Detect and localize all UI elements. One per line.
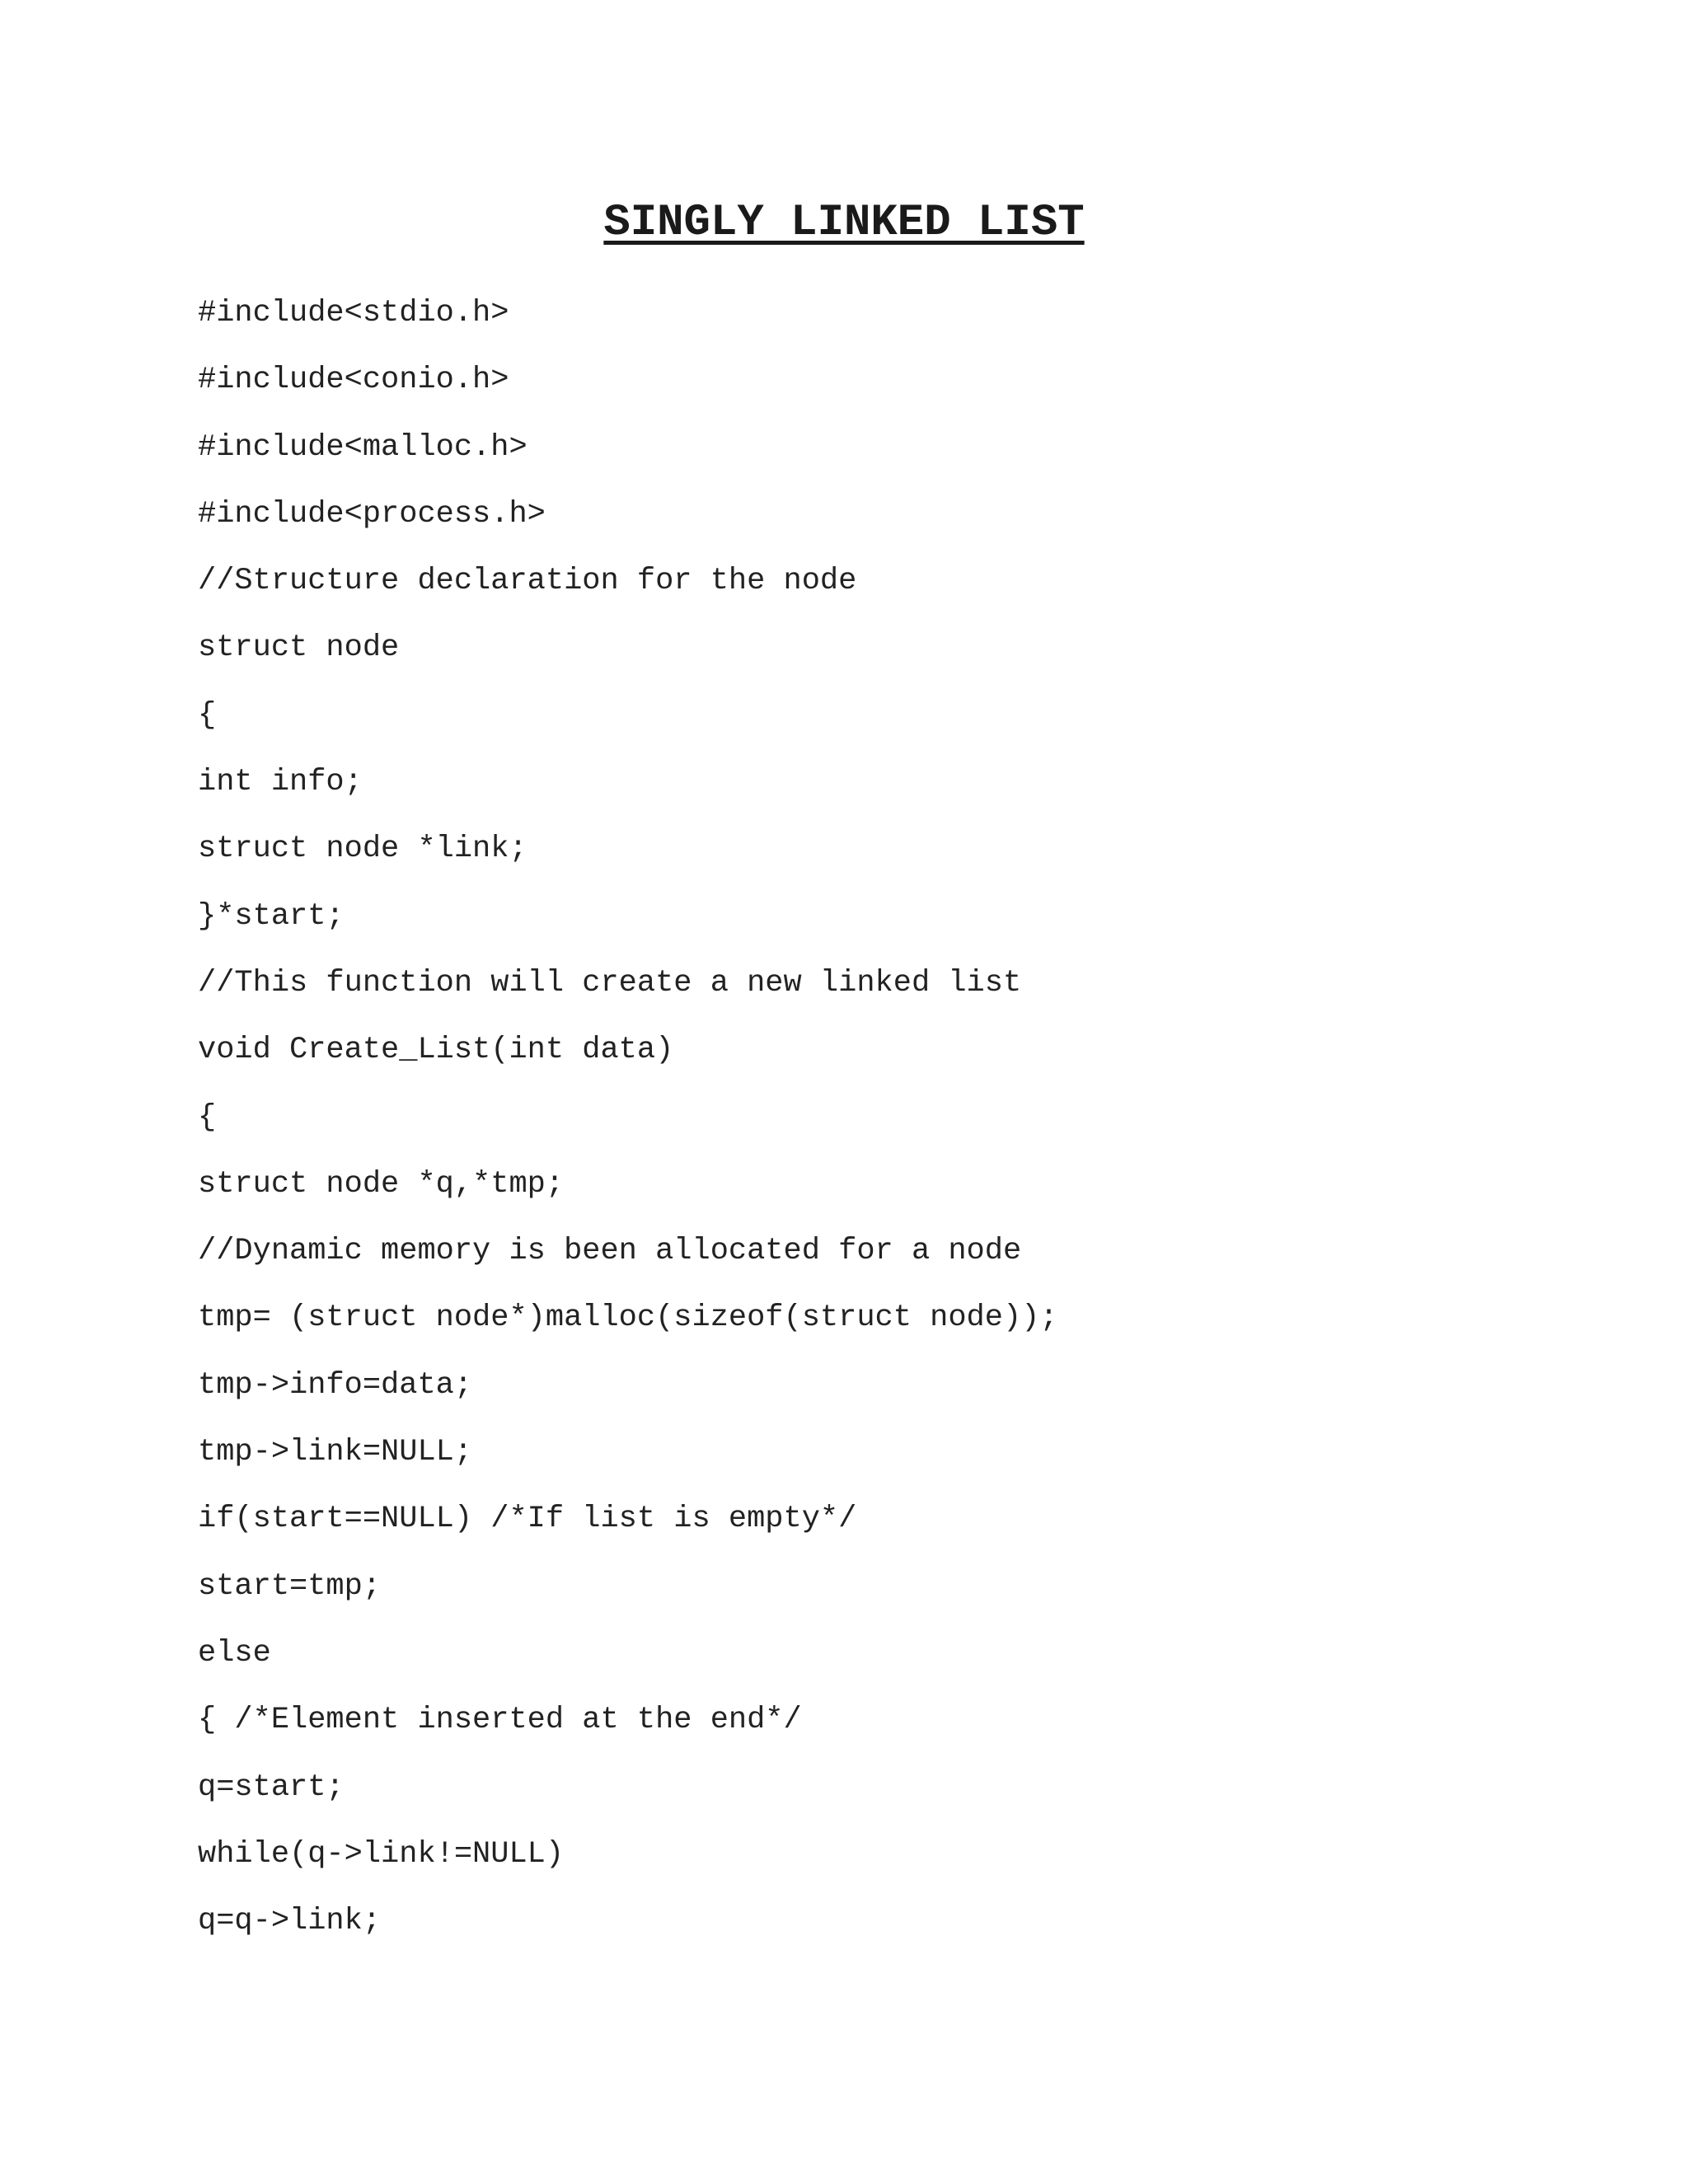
page-title [0, 194, 1688, 252]
code-line: { /*Element inserted at the end*/ [198, 1703, 802, 1738]
code-line: }*start; [198, 898, 345, 934]
code-line: { [198, 697, 217, 733]
code-line: tmp->link=NULL; [198, 1435, 473, 1470]
code-line: void Create_List(int data) [198, 1033, 674, 1068]
code-line: #include<stdio.h> [198, 296, 509, 330]
page-title-text: SINGLY LINKED LIST [603, 198, 1085, 248]
code-line: tmp->info=data; [198, 1367, 473, 1403]
code-line: q=q->link; [198, 1904, 382, 1939]
code-line: //Structure declaration for the node [198, 564, 857, 599]
code-line: //Dynamic memory is been allocated for a node [198, 1234, 1022, 1269]
code-line: #include<conio.h> [198, 363, 509, 398]
code-line: while(q->link!=NULL) [198, 1836, 565, 1872]
code-listing [198, 280, 1058, 1955]
code-line: { [198, 1099, 217, 1135]
code-line: if(start==NULL) /*If list is empty*/ [198, 1502, 857, 1537]
code-line: #include<process.h> [198, 496, 546, 532]
code-line: //This function will create a new linked list [198, 965, 1022, 1001]
code-line: struct node [198, 630, 400, 666]
code-line: struct node *link; [198, 832, 528, 867]
code-line: q=start; [198, 1769, 345, 1805]
code-line: start=tmp; [198, 1568, 382, 1604]
code-line: else [198, 1635, 271, 1671]
code-line: int info; [198, 765, 363, 800]
code-line: #include<malloc.h> [198, 429, 528, 465]
code-line: tmp= (struct node*)malloc(sizeof(struct node)); [198, 1301, 1058, 1336]
code-line: struct node *q,*tmp; [198, 1166, 565, 1202]
